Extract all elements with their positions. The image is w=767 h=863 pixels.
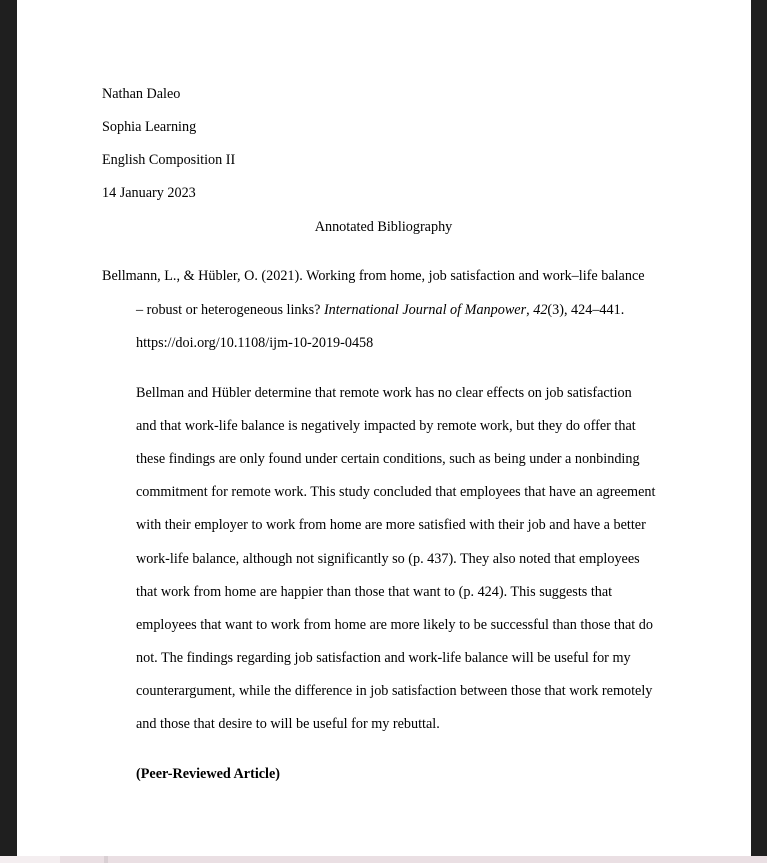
next-page-edge bbox=[0, 856, 767, 863]
annotation-line: Bellman and Hübler determine that remote work has no clear effects on job satisfaction bbox=[136, 385, 632, 401]
viewer-background-right bbox=[751, 0, 767, 863]
annotation-line: and those that desire to will be useful for my rebuttal. bbox=[136, 716, 440, 732]
viewer-background-left bbox=[0, 0, 17, 863]
annotation-line: that work from home are happier than those that want to (p. 424). This suggests that bbox=[136, 584, 613, 600]
institution: Sophia Learning bbox=[102, 119, 197, 135]
annotation-line: work-life balance, although not significantly so (p. 437). They also noted that employees bbox=[136, 551, 640, 567]
annotation-line: commitment for remote work. This study concluded that employees that have an agreement bbox=[136, 484, 656, 500]
document-date: 14 January 2023 bbox=[102, 185, 196, 201]
citation-line-2: – robust or heterogeneous links? International Journal of Manpower, 42(3), 424–441. bbox=[136, 302, 625, 318]
journal-title: International Journal of Manpower bbox=[323, 302, 527, 318]
citation-doi: https://doi.org/10.1108/ijm-10-2019-0458 bbox=[136, 335, 374, 351]
annotation-line: and that work-life balance is negatively impacted by remote work, but they do offer that bbox=[136, 418, 636, 434]
source-type-label: (Peer-Reviewed Article) bbox=[136, 766, 281, 782]
document-title: Annotated Bibliography bbox=[314, 219, 453, 235]
annotation-line: counterargument, while the difference in job satisfaction between those that work remotely bbox=[136, 683, 653, 699]
annotation-line: not. The findings regarding job satisfaction and work-life balance will be useful for my bbox=[136, 650, 631, 666]
course-name: English Composition II bbox=[102, 152, 236, 168]
citation-line-1: Bellmann, L., & Hübler, O. (2021). Working from home, job satisfaction and work–life balance bbox=[102, 268, 645, 284]
annotation-line: with their employer to work from home are more satisfied with their job and have a better bbox=[136, 517, 646, 533]
annotation-line: these findings are only found under certain conditions, such as being under a nonbinding bbox=[136, 451, 640, 467]
journal-volume: 42 bbox=[533, 302, 548, 318]
annotation-line: employees that want to work from home are more likely to be successful than those that do bbox=[136, 617, 653, 633]
author-name: Nathan Daleo bbox=[102, 86, 181, 102]
